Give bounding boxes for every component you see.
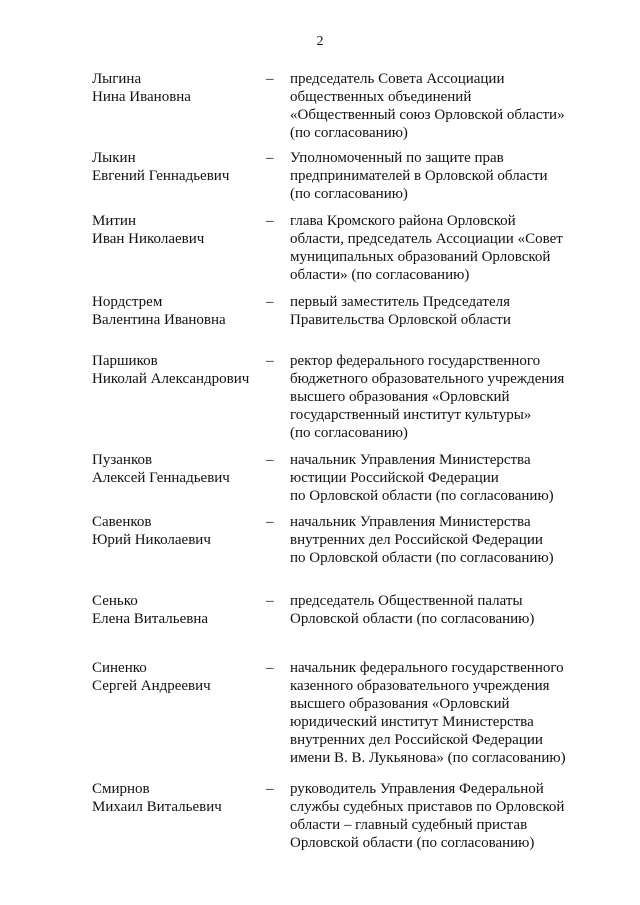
- member-surname: Паршиков: [92, 353, 158, 369]
- member-surname: Смирнов: [92, 781, 150, 797]
- member-name: [92, 659, 272, 695]
- member-entry: [92, 149, 592, 221]
- member-given-names: Сергей Андреевич: [92, 678, 211, 694]
- member-given-names: Евгений Геннадьевич: [92, 168, 230, 184]
- separator-dash: –: [266, 213, 274, 229]
- member-role: начальник Управления Министерства юстиции Российской Федерации по Орловской области (по согласованию): [290, 452, 554, 504]
- member-role: председатель Общественной палаты Орловской области (по согласованию): [290, 593, 535, 627]
- member-surname: Савенков: [92, 514, 152, 530]
- member-given-names: Валентина Ивановна: [92, 312, 226, 328]
- member-role: начальник федерального государственного казенного образовательного учреждения высшего образования «Орловский юридический институт Министерства внутренних дел Российской Федерации имени В. В. Лукьянова» (по согласованию): [290, 660, 566, 766]
- separator-dash: –: [266, 660, 274, 676]
- member-name: [92, 70, 272, 106]
- member-entry: [92, 780, 592, 852]
- member-given-names: Нина Ивановна: [92, 89, 191, 105]
- member-role: первый заместитель Председателя Правительства Орловской области: [290, 294, 511, 328]
- member-surname: Митин: [92, 213, 136, 229]
- member-name: [92, 293, 272, 329]
- member-surname: Лыгина: [92, 71, 142, 87]
- separator-dash: –: [266, 150, 274, 166]
- separator-dash: –: [266, 593, 274, 609]
- member-entry: [92, 592, 592, 664]
- member-entry: [92, 70, 592, 142]
- member-given-names: Николай Александрович: [92, 371, 250, 387]
- member-surname: Нордстрем: [92, 294, 163, 310]
- member-entry: [92, 659, 592, 766]
- member-entry: [92, 513, 592, 585]
- member-entry: [92, 212, 592, 284]
- member-surname: Синенко: [92, 660, 147, 676]
- member-given-names: Юрий Николаевич: [92, 532, 211, 548]
- member-entry: [92, 352, 592, 441]
- member-role: глава Кромского района Орловской области, председатель Ассоциации «Совет муниципальных образований Орловской области» (по согласованию): [290, 213, 563, 283]
- member-given-names: Елена Витальевна: [92, 611, 209, 627]
- member-surname: Сенько: [92, 593, 138, 609]
- member-surname: Лыкин: [92, 150, 136, 166]
- member-role: руководитель Управления Федеральной службы судебных приставов по Орловской области – главный судебный пристав Орловской области (по согласованию): [290, 781, 565, 851]
- separator-dash: –: [266, 71, 274, 87]
- member-name: [92, 780, 272, 816]
- member-given-names: Алексей Геннадьевич: [92, 470, 230, 486]
- member-name: [92, 149, 272, 185]
- separator-dash: –: [266, 353, 274, 369]
- member-role: начальник Управления Министерства внутренних дел Российской Федерации по Орловской области (по согласованию): [290, 514, 554, 566]
- member-given-names: Михаил Витальевич: [92, 799, 222, 815]
- member-name: [92, 451, 272, 487]
- separator-dash: –: [266, 294, 274, 310]
- member-name: [92, 212, 272, 248]
- member-role: ректор федерального государственного бюджетного образовательного учреждения высшего образования «Орловский государственный институт культуры» (по согласованию): [290, 353, 565, 441]
- separator-dash: –: [266, 514, 274, 530]
- member-name: [92, 592, 272, 628]
- member-surname: Пузанков: [92, 452, 153, 468]
- member-name: [92, 513, 272, 549]
- member-role: Уполномоченный по защите прав предпринимателей в Орловской области (по согласованию): [290, 150, 548, 202]
- page-number: 2: [316, 34, 324, 49]
- separator-dash: –: [266, 781, 274, 797]
- member-name: [92, 352, 272, 388]
- member-given-names: Иван Николаевич: [92, 231, 205, 247]
- member-role: председатель Совета Ассоциации общественных объединений «Общественный союз Орловской области» (по согласованию): [290, 71, 565, 141]
- separator-dash: –: [266, 452, 274, 468]
